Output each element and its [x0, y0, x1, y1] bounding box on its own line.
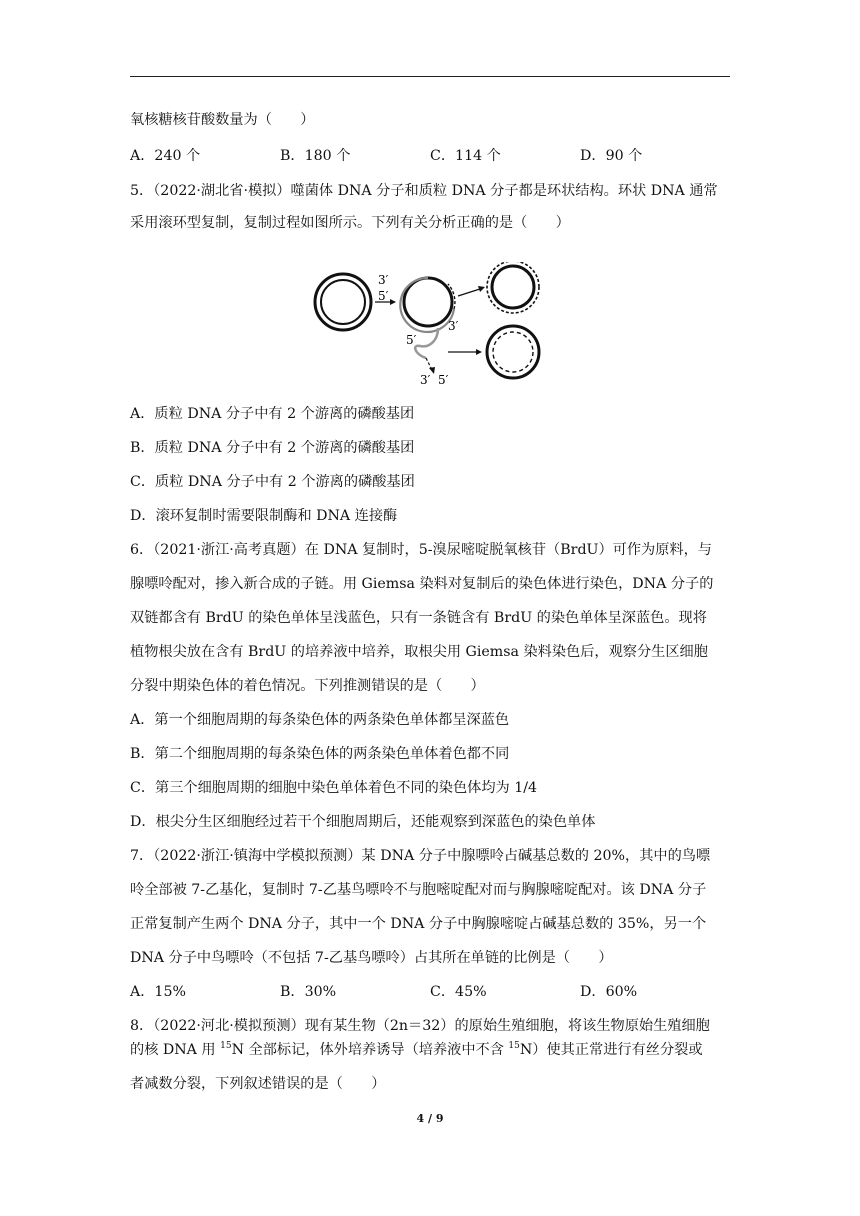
q5-stem-line-1: 5．（2022·湖北省·模拟）噬菌体 DNA 分子和质粒 DNA 分子都是环状结构。环状 DNA 通常 — [130, 183, 718, 199]
q6-stem-line-4: 植物根尖放在含有 BrdU 的培养液中培养，取根尖用 Giemsa 染料染色后，观察分生区细胞 — [130, 644, 708, 660]
question-4-stem-tail: 氧核糖核苷酸数量为（ ） — [130, 112, 315, 128]
q4-option-d: D．90 个 — [580, 148, 643, 164]
label-3prime-2: 3′ — [448, 319, 459, 333]
q8-stem-line-3: 者减数分裂，下列叙述错误的是（ ） — [130, 1076, 386, 1092]
page-number: 4 / 9 — [416, 1112, 444, 1125]
q7-stem-line-1: 7．（2022·浙江·镇海中学模拟预测）某 DNA 分子中腺嘌呤占碱基总数的 20%，其中的鸟嘌 — [130, 848, 711, 864]
q6-option-b: B．第二个细胞周期的每条染色体的两条染色单体着色都不同 — [130, 746, 510, 762]
q7-stem-line-3: 正常复制产生两个 DNA 分子，其中一个 DNA 分子中胸腺嘧啶占碱基总数的 35%，另一个 — [130, 916, 707, 932]
q5-option-a: A．质粒 DNA 分子中有 2 个游离的磷酸基团 — [130, 406, 415, 422]
label-5prime: 5′ — [378, 289, 389, 303]
q6-stem-line-3: 双链都含有 BrdU 的染色单体呈浅蓝色，只有一条链含有 BrdU 的染色单体呈深蓝色。现将 — [130, 610, 707, 626]
q5-option-c: C．质粒 DNA 分子中有 2 个游离的磷酸基团 — [130, 474, 415, 490]
label-3prime-3: 3′ — [420, 373, 431, 387]
q5-option-d: D．滚环复制时需要限制酶和 DNA 连接酶 — [130, 508, 398, 524]
q8-stem-line-2: 的核 DNA 用 $^{15}$N 全部标记，体外培养诱导（培养液中不含 $^{15}$N）使其正常进行有丝分裂或 — [130, 1041, 703, 1058]
q7-option-a: A．15% — [130, 984, 186, 1000]
q4-option-a: A．240 个 — [130, 148, 201, 164]
q8-stem-line-1: 8．（2022·河北·模拟预测）现有某生物（2n＝32）的原始生殖细胞，将该生物原始生殖细胞 — [130, 1018, 710, 1034]
q7-option-d: D．60% — [580, 984, 638, 1000]
q6-option-a: A．第一个细胞周期的每条染色体的两条染色单体都呈深蓝色 — [130, 712, 510, 728]
q7-stem-line-2: 呤全部被 7-乙基化，复制时 7-乙基鸟嘌呤不与胞嘧啶配对而与胸腺嘧啶配对。该 DNA 分子 — [130, 882, 707, 898]
q7-option-c: C．45% — [430, 984, 487, 1000]
rolling-circle-replication-figure — [308, 262, 548, 390]
label-5prime-3: 5′ — [438, 373, 449, 387]
q7-stem-line-4: DNA 分子中鸟嘌呤（不包括 7-乙基鸟嘌呤）占其所在单链的比例是（ ） — [130, 950, 613, 966]
label-3prime: 3′ — [378, 273, 389, 287]
q6-option-c: C．第三个细胞周期的细胞中染色单体着色不同的染色体均为 1/4 — [130, 780, 538, 796]
label-5prime-2: 5′ — [406, 333, 417, 347]
q4-option-c: C．114 个 — [430, 148, 501, 164]
q6-option-d: D．根尖分生区细胞经过若干个细胞周期后，还能观察到深蓝色的染色单体 — [130, 814, 596, 830]
q6-stem-line-1: 6．（2021·浙江·高考真题）在 DNA 复制时，5-溴尿嘧啶脱氧核苷（BrdU）可作为原料，与 — [130, 542, 712, 558]
q6-stem-line-2: 腺嘌呤配对，掺入新合成的子链。用 Giemsa 染料对复制后的染色体进行染色，DNA 分子的 — [130, 576, 714, 592]
header-rule — [130, 76, 730, 77]
q4-option-b: B．180 个 — [280, 148, 351, 164]
q6-stem-line-5: 分裂中期染色体的着色情况。下列推测错误的是（ ） — [130, 678, 485, 694]
q5-option-b: B．质粒 DNA 分子中有 2 个游离的磷酸基团 — [130, 440, 415, 456]
q7-option-b: B．30% — [280, 984, 337, 1000]
q5-stem-line-2: 采用滚环型复制，复制过程如图所示。下列有关分析正确的是（ ） — [130, 215, 570, 231]
